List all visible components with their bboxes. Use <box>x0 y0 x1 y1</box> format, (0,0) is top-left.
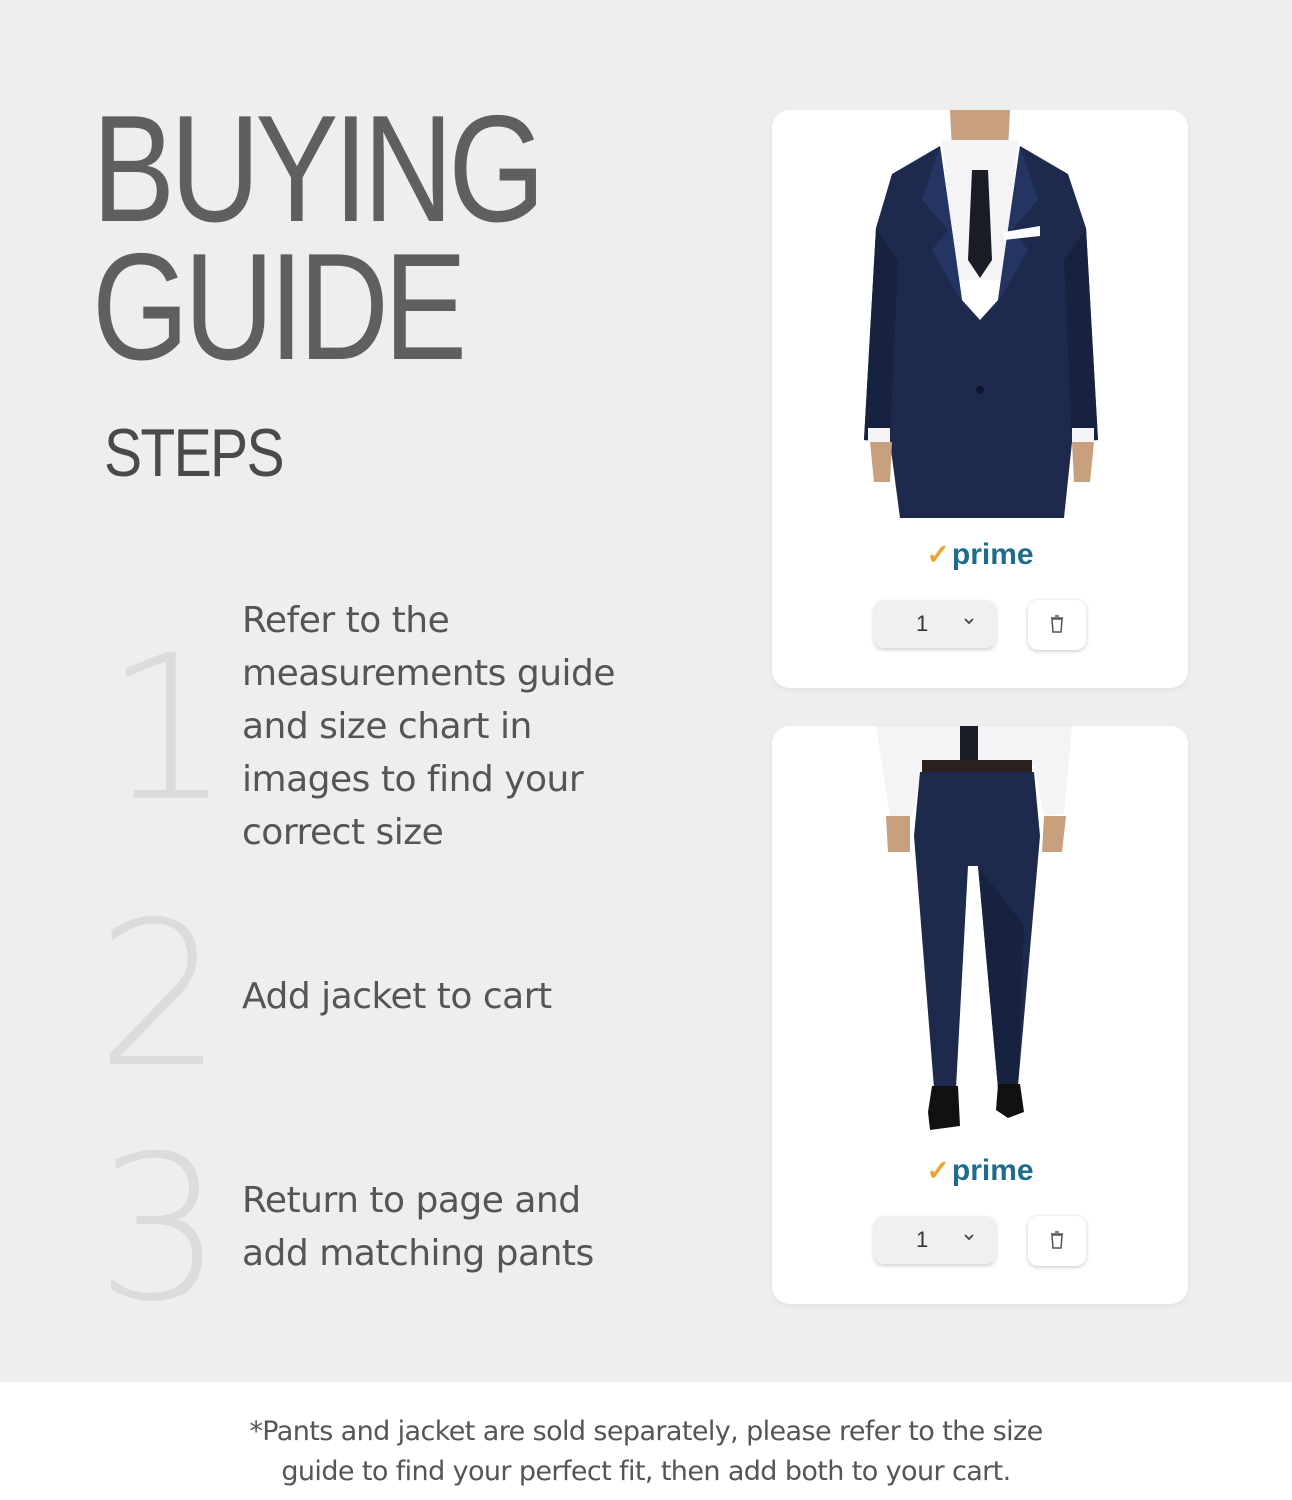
trash-icon <box>1048 1230 1066 1250</box>
quantity-select-pants[interactable] <box>874 1216 996 1264</box>
check-icon: ✓ <box>926 1155 950 1186</box>
prime-badge <box>772 1154 1188 1188</box>
footnote <box>0 1412 1292 1492</box>
step-3-number: 3 <box>96 1113 224 1346</box>
step-1-number: 1 <box>104 613 232 846</box>
page-title <box>92 84 541 392</box>
chevron-down-icon <box>962 1230 976 1244</box>
chevron-down-icon <box>962 614 976 628</box>
quantity-select-jacket[interactable] <box>874 600 996 648</box>
pants-product-image <box>772 726 1188 1138</box>
footnote-line-1: *Pants and jacket are sold separately, please refer to the size <box>249 1416 1043 1447</box>
check-icon: ✓ <box>926 539 950 570</box>
step-3-text: Return to page and add matching pants <box>242 1180 594 1274</box>
footnote-line-2: guide to find your perfect fit, then add both to your cart. <box>281 1456 1011 1487</box>
prime-badge <box>772 538 1188 572</box>
step-2-number: 2 <box>96 879 224 1112</box>
quantity-value: 1 <box>916 611 929 636</box>
prime-label: prime <box>951 538 1034 571</box>
title-line-1: BUYING <box>92 84 541 254</box>
product-card-pants <box>772 726 1188 1304</box>
step-2-text: Add jacket to cart <box>242 976 552 1017</box>
delete-button-pants[interactable] <box>1028 1216 1086 1266</box>
quantity-value: 1 <box>916 1227 929 1252</box>
product-card-jacket <box>772 110 1188 688</box>
title-line-2: GUIDE <box>92 222 463 392</box>
jacket-product-image <box>772 110 1188 522</box>
delete-button-jacket[interactable] <box>1028 600 1086 650</box>
prime-label: prime <box>951 1154 1034 1187</box>
step-1-text: Refer to the measurements guide and size chart in images to find your correct size <box>242 600 616 853</box>
steps-heading: STEPS <box>104 415 283 491</box>
trash-icon <box>1048 614 1066 634</box>
